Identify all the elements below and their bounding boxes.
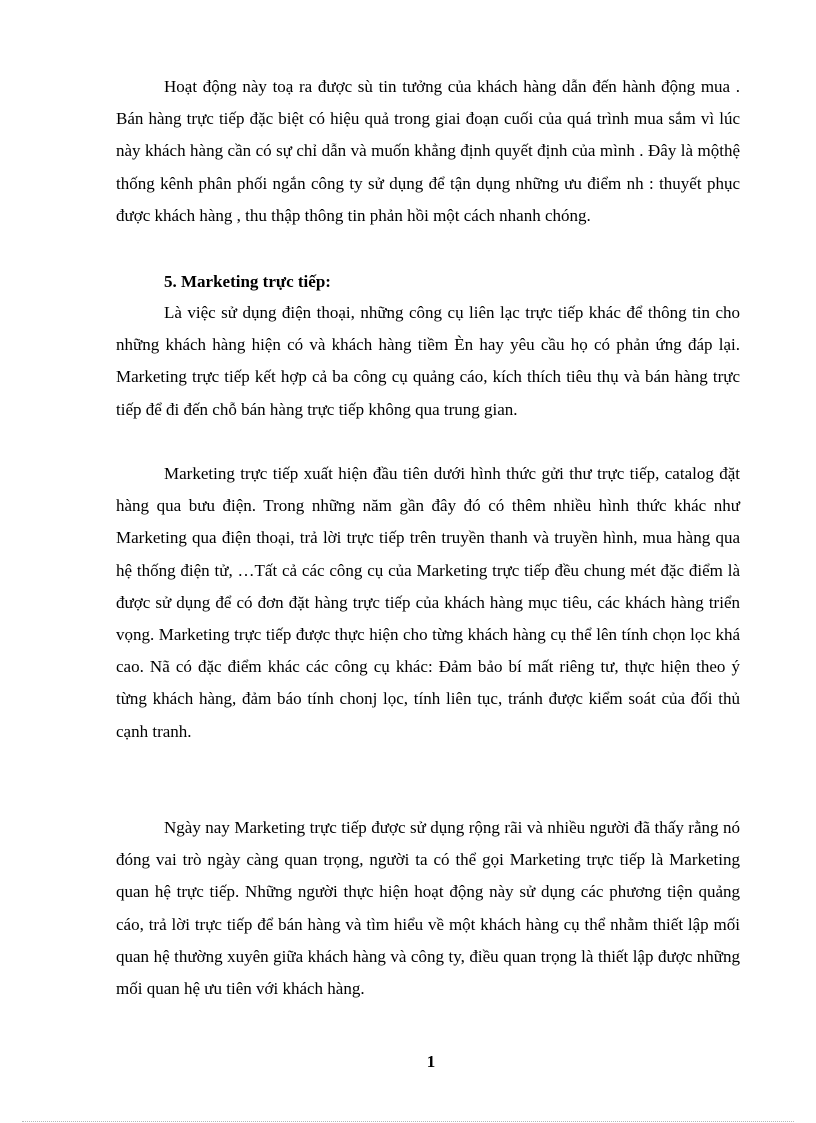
paragraph-definition: Là việc sử dụng điện thoại, những công cụ liên lạc trực tiếp khác để thông tin cho những khách hàng hiện có và khách hàng tiềm Èn hay yêu cầu họ có phản ứng đáp lại. Marketing trực tiếp kết hợp cả ba công cụ quảng cáo, kích thích tiêu thụ và bán hàng trực tiếp để đi đến chỗ bán hàng trực tiếp không qua trung gian. xyxy=(116,303,740,419)
paragraph-direct-selling: Hoạt động này toạ ra được sù tin tưởng của khách hàng dẫn đến hành động mua . Bán hàng trực tiếp đặc biệt có hiệu quả trong giai đoạn cuối của quá trình mua sắm vì lúc này khách hàng cần có sự chỉ dẫn và muốn khẳng định quyết định của mình . Đây là mộthệ thống kênh phân phối ngắn công ty sử dụng để tận dụng những ưu điểm nh : thuyết phục được khách hàng , thu thập thông tin phản hồi một cách nhanh chóng. xyxy=(116,77,740,225)
paragraph-relationship: Ngày nay Marketing trực tiếp được sử dụng rộng rãi và nhiều người đã thấy rằng nó đóng vai trò ngày càng quan trọng, người ta có thể gọi Marketing trực tiếp là Marketing quan hệ trực tiếp. Những người thực hiện hoạt động này sử dụng các phương tiện quảng cáo, trả lời trực tiếp để bán hàng và tìm hiểu về một khách hàng cụ thể nhằm thiết lập mối quan hệ thường xuyên giữa khách hàng và công ty, điều quan trọng là thiết lập được những mối quan hệ ưu tiên với khách hàng. xyxy=(116,818,740,999)
page-number: 1 xyxy=(426,1052,436,1071)
section-heading: 5. Marketing trực tiếp: xyxy=(164,272,331,291)
paragraph-history: Marketing trực tiếp xuất hiện đầu tiên dưới hình thức gửi thư trực tiếp, catalog đặt hàng qua bưu điện. Trong những năm gần đây đó có thêm nhiều hình thức khác như Marketing qua điện thoại, trả lời trực tiếp trên truyền thanh và truyền hình, mua hàng qua hệ thống điện tử, …Tất cả các công cụ của Marketing trực tiếp đều chung mét đặc điểm là được sử dụng để có đơn đặt hàng trực tiếp của khách hàng mục tiêu, các khách hàng triển vọng. Marketing trực tiếp được thực hiện cho từng khách hàng cụ thể lên tính chọn lọc khá cao. Nã có đặc điểm khác các công cụ khác: Đảm bảo bí mất riêng tư, thực hiện theo ý từng khách hàng, đảm báo tính chonj lọc, tính liên tục, tránh được kiểm soát của đối thủ cạnh tranh. xyxy=(116,464,740,741)
page-bottom-border xyxy=(22,1121,794,1122)
